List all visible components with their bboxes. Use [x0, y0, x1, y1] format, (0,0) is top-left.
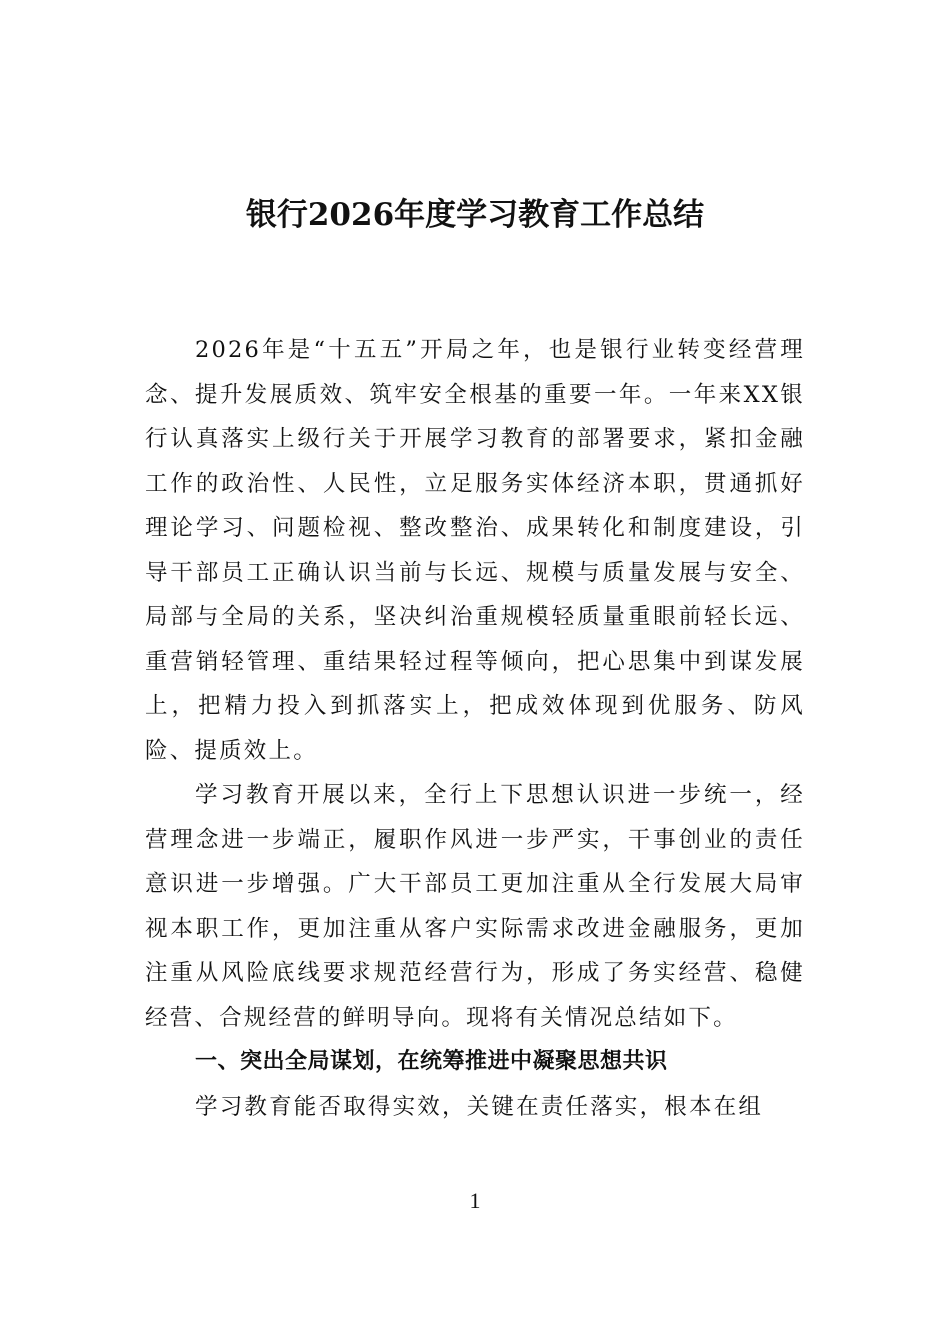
section-paragraph: 学习教育能否取得实效，关键在责任落实，根本在组 [195, 1093, 764, 1120]
document-title: 银行2026年度学习教育工作总结 [245, 197, 705, 233]
document-body [145, 328, 805, 1129]
page-number: 1 [469, 1188, 481, 1213]
summary-paragraph: 学习教育开展以来，全行上下思想认识进一步统一，经营理念进一步端正，履职作风进一步严实，干事创业的责任意识进一步增强。广大干部员工更加注重从全行发展大局审视本职工作，更加注重从客户实际需求改进金融服务，更加注重从风险底线要求规范经营行为，形成了务实经营、稳健经营、合规经营的鲜明导向。现将有关情况总结如下。 [145, 782, 805, 1031]
section-heading: 一、突出全局谋划，在统筹推进中凝聚思想共识 [195, 1049, 668, 1074]
intro-paragraph: 2026年是“十五五”开局之年，也是银行业转变经营理念、提升发展质效、筑牢安全根基的重要一年。一年来XX银行认真落实上级行关于开展学习教育的部署要求，紧扣金融工作的政治性、人民性，立足服务实体经济本职，贯通抓好理论学习、问题检视、整改整治、成果转化和制度建设，引导干部员工正确认识当前与长远、规模与质量发展与安全、局部与全局的关系，坚决纠治重规模轻质量重眼前轻长远、重营销轻管理、重结果轻过程等倾向，把心思集中到谋发展上，把精力投入到抓落实上，把成效体现到优服务、防风险、提质效上。 [145, 337, 805, 764]
